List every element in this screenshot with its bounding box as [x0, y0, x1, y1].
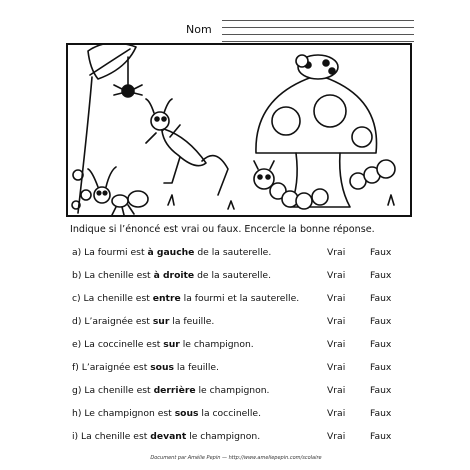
statement-keyword: devant [150, 431, 187, 442]
statement-suffix: la feuille. [169, 316, 215, 327]
answer-vrai[interactable]: Vrai [327, 293, 346, 304]
statement-row [72, 316, 414, 330]
statement-keyword: sur [163, 339, 180, 350]
answer-faux[interactable]: Faux [370, 362, 392, 373]
statement-row [72, 431, 414, 445]
statement-keyword: sur [152, 316, 170, 327]
grasshopper-icon [146, 99, 228, 195]
answer-vrai[interactable]: Vrai [327, 339, 346, 350]
statement-keyword: derrière [153, 385, 196, 396]
statement-prefix: c) La chenille est [72, 293, 153, 304]
statement-row [72, 408, 414, 422]
statement-row [72, 339, 414, 353]
answer-vrai[interactable]: Vrai [327, 431, 346, 442]
statement-prefix: e) La coccinelle est [72, 339, 164, 350]
footer-credit: Document par Amélie Pepin — http://www.ameliepepin.com/scolaire [150, 455, 322, 461]
statement-keyword: sous [174, 408, 199, 419]
statement-prefix: g) La chenille est [72, 385, 154, 396]
answer-faux[interactable]: Faux [370, 385, 392, 396]
statement-suffix: la coccinelle. [198, 408, 261, 419]
statement-prefix: i) La chenille est [72, 431, 151, 442]
answer-faux[interactable]: Faux [370, 339, 392, 350]
answer-faux[interactable]: Faux [370, 431, 392, 442]
worksheet [58, 17, 414, 463]
statement-suffix: le champignon. [195, 385, 270, 396]
statement-row [72, 293, 414, 307]
name-line-top [222, 20, 414, 21]
illustration-frame [66, 43, 412, 217]
statement-suffix: le champignon. [179, 339, 254, 350]
statement-keyword: entre [152, 293, 181, 304]
answer-vrai[interactable]: Vrai [327, 408, 346, 419]
answer-vrai[interactable]: Vrai [327, 270, 346, 281]
caterpillar-icon [254, 160, 395, 209]
statement-suffix: de la sauterelle. [194, 247, 272, 258]
answer-vrai[interactable]: Vrai [327, 247, 346, 258]
ant-icon [88, 167, 148, 215]
statement-suffix: de la sauterelle. [194, 270, 271, 281]
answer-vrai[interactable]: Vrai [327, 362, 346, 373]
name-line-bottom [222, 41, 414, 42]
statement-prefix: f) L’araignée est [72, 362, 151, 373]
statement-keyword: à gauche [147, 247, 195, 258]
statement-prefix: a) La fourmi est [72, 247, 148, 258]
name-line-dashed [222, 27, 414, 28]
instruction-text: Indique si l’énoncé est vrai ou faux. Encercle la bonne réponse. [70, 224, 375, 235]
statement-row [72, 247, 414, 261]
answer-faux[interactable]: Faux [370, 293, 392, 304]
answer-faux[interactable]: Faux [370, 408, 392, 419]
answer-faux[interactable]: Faux [370, 270, 392, 281]
statement-keyword: à droite [153, 270, 195, 281]
statement-prefix: h) Le champignon est [72, 408, 175, 419]
answer-faux[interactable]: Faux [370, 247, 392, 258]
statement-row [72, 362, 414, 376]
statement-suffix: le champignon. [186, 431, 261, 442]
answer-faux[interactable]: Faux [370, 316, 392, 327]
statement-suffix: la fourmi et la sauterelle. [180, 293, 300, 304]
garden-illustration [68, 45, 410, 215]
name-field [186, 20, 414, 42]
statement-prefix: b) La chenille est [72, 270, 154, 281]
statement-row [72, 270, 414, 284]
answer-vrai[interactable]: Vrai [327, 385, 346, 396]
name-line-mid [222, 34, 414, 35]
name-label: Nom [186, 23, 212, 36]
statement-prefix: d) L’araignée est [72, 316, 153, 327]
statement-keyword: sous [150, 362, 175, 373]
statement-suffix: la feuille. [174, 362, 219, 373]
ladybug-icon [296, 55, 338, 79]
answer-vrai[interactable]: Vrai [327, 316, 346, 327]
statement-row [72, 385, 414, 399]
